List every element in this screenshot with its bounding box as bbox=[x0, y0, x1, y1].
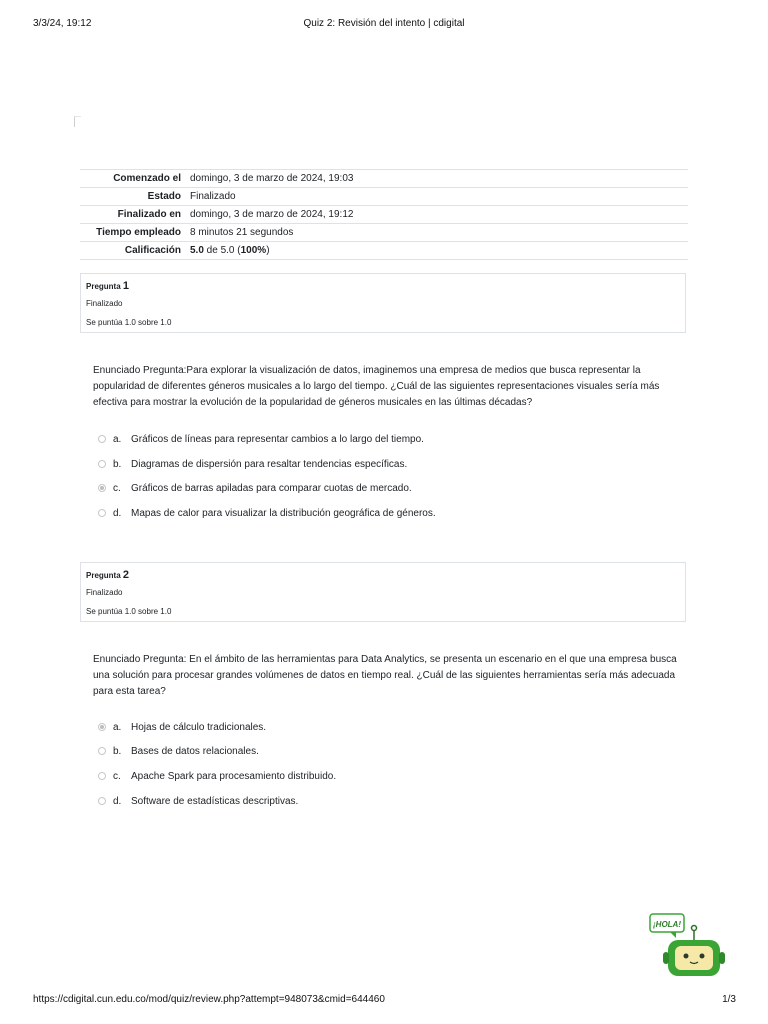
question-text-1: Enunciado Pregunta:Para explorar la visualización de datos, imaginemos una empresa de medios que busca representar la popularidad de diferentes géneros musicales a lo largo del tiempo. ¿Cuál de las siguientes representaciones visuales sería más efectiva para mostrar la evolución de la popularidad de géneros musicales en las últimas décadas? bbox=[93, 365, 660, 408]
summary-label: Calificación bbox=[80, 242, 187, 260]
option-letter: a. bbox=[113, 433, 122, 445]
summary-row-time-taken bbox=[80, 224, 688, 242]
radio-button[interactable] bbox=[98, 747, 106, 755]
print-datetime: 3/3/24, 19:12 bbox=[33, 18, 92, 29]
radio-button[interactable] bbox=[98, 772, 106, 780]
option-letter: b. bbox=[113, 458, 122, 470]
summary-row-grade bbox=[80, 242, 688, 260]
answer-option[interactable] bbox=[98, 794, 298, 808]
option-text: Gráficos de líneas para representar cambios a lo largo del tiempo. bbox=[131, 433, 424, 445]
site-logo bbox=[74, 116, 81, 127]
summary-label: Tiempo empleado bbox=[80, 224, 187, 242]
answer-option[interactable] bbox=[98, 481, 412, 495]
question-number bbox=[86, 280, 129, 292]
question-text-2: Enunciado Pregunta: En el ámbito de las herramientas para Data Analytics, se presenta un escenario en el que una empresa busca una solución para procesar grandes volúmenes de datos en tiempo real. ¿Cuál de las siguientes herramientas sería más adecuada para esta tarea? bbox=[93, 654, 677, 697]
question-label: Pregunta bbox=[86, 282, 121, 291]
summary-row-started bbox=[80, 170, 688, 188]
robot-icon bbox=[646, 912, 726, 982]
question-label: Pregunta bbox=[86, 571, 121, 580]
question-info-2 bbox=[80, 562, 686, 622]
option-text: Bases de datos relacionales. bbox=[131, 745, 259, 757]
summary-value: domingo, 3 de marzo de 2024, 19:03 bbox=[187, 170, 688, 188]
option-letter: d. bbox=[113, 795, 122, 807]
question-number-value: 2 bbox=[122, 569, 130, 581]
option-letter: b. bbox=[113, 745, 122, 757]
option-letter: c. bbox=[113, 770, 121, 782]
summary-label: Estado bbox=[80, 188, 187, 206]
answer-option[interactable] bbox=[98, 744, 259, 758]
answer-option[interactable] bbox=[98, 457, 407, 471]
page-number: 1/3 bbox=[722, 994, 736, 1005]
option-letter: d. bbox=[113, 507, 122, 519]
summary-row-state bbox=[80, 188, 688, 206]
option-text: Gráficos de barras apiladas para comparar cuotas de mercado. bbox=[131, 482, 412, 494]
answer-option[interactable] bbox=[98, 432, 424, 446]
summary-value: 8 minutos 21 segundos bbox=[187, 224, 688, 242]
grade-mid: de 5.0 ( bbox=[203, 245, 241, 256]
summary-row-finished bbox=[80, 206, 688, 224]
grade-end: ) bbox=[266, 245, 270, 256]
summary-grade-value bbox=[187, 242, 688, 260]
summary-label: Finalizado en bbox=[80, 206, 187, 224]
grade-percent: 100% bbox=[240, 245, 267, 256]
option-text: Diagramas de dispersión para resaltar tendencias específicas. bbox=[131, 458, 408, 470]
option-text: Hojas de cálculo tradicionales. bbox=[131, 721, 267, 733]
option-text: Apache Spark para procesamiento distribuido. bbox=[131, 770, 337, 782]
radio-button[interactable] bbox=[98, 460, 106, 468]
question-state: Finalizado bbox=[86, 299, 123, 308]
question-grade: Se puntúa 1.0 sobre 1.0 bbox=[86, 318, 172, 327]
question-state: Finalizado bbox=[86, 588, 123, 597]
question-number bbox=[86, 569, 129, 581]
option-text: Software de estadísticas descriptivas. bbox=[131, 795, 299, 807]
attempt-summary-table bbox=[80, 169, 688, 260]
print-title: Quiz 2: Revisión del intento | cdigital bbox=[303, 18, 465, 29]
question-grade: Se puntúa 1.0 sobre 1.0 bbox=[86, 607, 172, 616]
summary-value: domingo, 3 de marzo de 2024, 19:12 bbox=[187, 206, 688, 224]
summary-label: Comenzado el bbox=[80, 170, 187, 188]
grade-score: 5.0 bbox=[190, 245, 204, 256]
option-text: Mapas de calor para visualizar la distribución geográfica de géneros. bbox=[131, 507, 436, 519]
radio-button[interactable] bbox=[98, 509, 106, 517]
option-letter: c. bbox=[113, 482, 121, 494]
page-url: https://cdigital.cun.edu.co/mod/quiz/review.php?attempt=948073&cmid=644460 bbox=[33, 994, 385, 1005]
question-number-value: 1 bbox=[122, 280, 130, 292]
question-info-1 bbox=[80, 273, 686, 333]
answer-option[interactable] bbox=[98, 720, 266, 734]
radio-button[interactable] bbox=[98, 797, 106, 805]
option-letter: a. bbox=[113, 721, 122, 733]
answer-option[interactable] bbox=[98, 769, 336, 783]
radio-button[interactable] bbox=[98, 435, 106, 443]
chatbot-widget[interactable] bbox=[646, 912, 726, 982]
radio-button-selected[interactable] bbox=[98, 723, 106, 731]
answer-option[interactable] bbox=[98, 506, 436, 520]
radio-button-selected[interactable] bbox=[98, 484, 106, 492]
summary-value: Finalizado bbox=[187, 188, 688, 206]
chatbot-bubble-text: ¡HOLA! bbox=[653, 920, 681, 929]
